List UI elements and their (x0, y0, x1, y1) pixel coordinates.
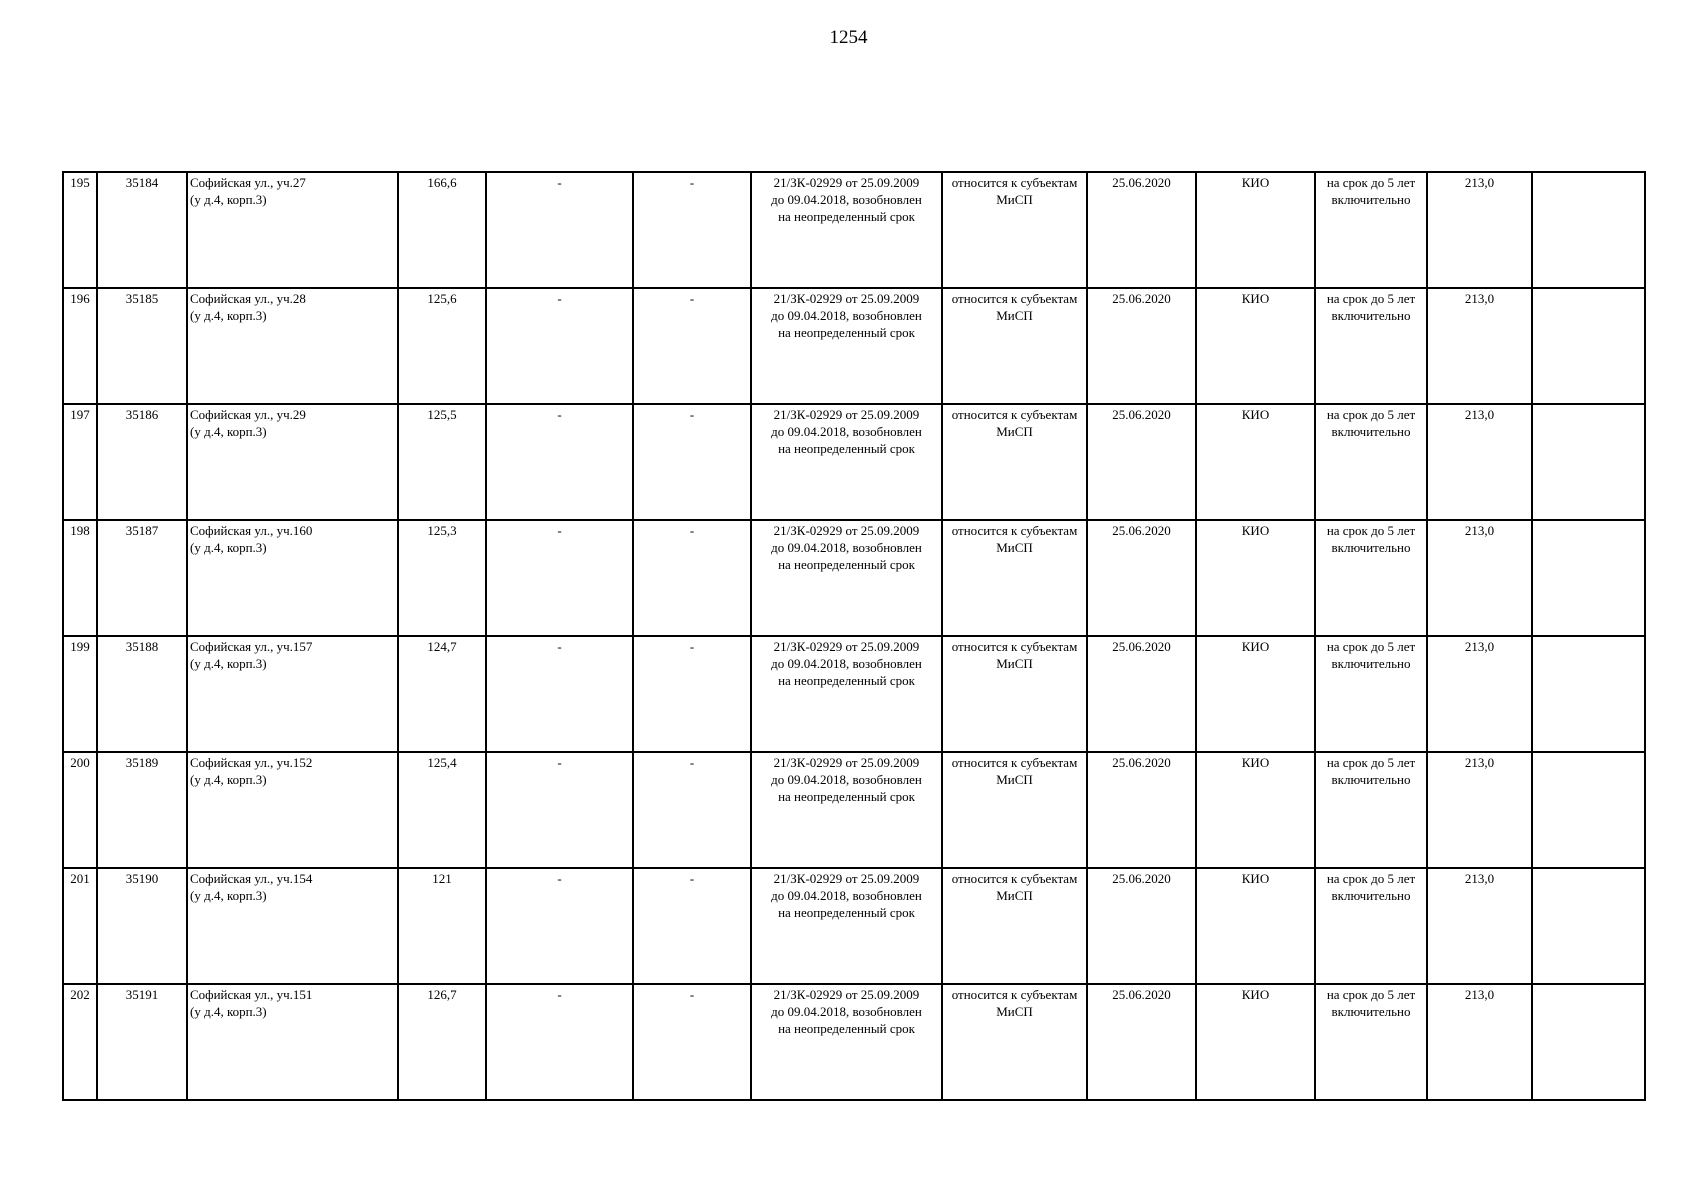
term-line: на срок до 5 лет (1326, 755, 1416, 770)
authority-cell (1196, 404, 1315, 520)
registry-number-cell (97, 288, 187, 404)
dash-cell (486, 636, 633, 752)
registry-number-cell (97, 520, 187, 636)
contract-cell (751, 288, 942, 404)
row-number: 198 (70, 523, 90, 538)
dash-value: - (557, 523, 562, 538)
table-row (63, 984, 1645, 1100)
rate-cell (1427, 752, 1532, 868)
area-cell (398, 288, 486, 404)
note-cell (1532, 868, 1645, 984)
registry-number-cell (97, 868, 187, 984)
contract-line: до 09.04.2018, возобновлен (771, 888, 922, 903)
date-cell (1087, 984, 1196, 1100)
area-value: 125,4 (427, 755, 457, 770)
rate-value: 213,0 (1464, 639, 1495, 654)
term-line: включительно (1331, 656, 1411, 671)
authority-value: КИО (1241, 871, 1270, 886)
address-detail: (у д.4, корп.3) (190, 772, 267, 787)
address-line: Софийская ул., уч.157 (190, 639, 313, 654)
note-cell (1532, 404, 1645, 520)
note-cell (1532, 172, 1645, 288)
table-row (63, 636, 1645, 752)
term-line: включительно (1331, 192, 1411, 207)
table-row (63, 752, 1645, 868)
dash-value: - (689, 987, 695, 1002)
row-number-cell (63, 636, 97, 752)
area-value: 125,6 (427, 291, 457, 306)
date-cell (1087, 636, 1196, 752)
registry-number: 35190 (125, 871, 159, 886)
date-value: 25.06.2020 (1112, 175, 1171, 190)
dash-value: - (689, 755, 695, 770)
dash-value: - (689, 291, 695, 306)
contract-cell (751, 984, 942, 1100)
dash-value: - (557, 175, 562, 190)
category-line: МиСП (996, 424, 1033, 439)
row-number: 197 (70, 407, 90, 422)
registry-number: 35189 (125, 755, 159, 770)
authority-value: КИО (1241, 407, 1270, 422)
contract-line: 21/ЗК-02929 от 25.09.2009 (773, 755, 920, 770)
registry-number: 35184 (125, 175, 159, 190)
row-number-cell (63, 404, 97, 520)
dash-value: - (689, 175, 695, 190)
registry-number-cell (97, 752, 187, 868)
contract-line: 21/ЗК-02929 от 25.09.2009 (773, 871, 920, 886)
term-line: на срок до 5 лет (1326, 871, 1416, 886)
address-line: Софийская ул., уч.154 (190, 871, 313, 886)
dash-cell (486, 984, 633, 1100)
contract-line: до 09.04.2018, возобновлен (771, 424, 922, 439)
address-detail: (у д.4, корп.3) (190, 192, 267, 207)
row-number: 195 (70, 175, 90, 190)
rate-cell (1427, 868, 1532, 984)
rate-value: 213,0 (1464, 871, 1495, 886)
contract-cell (751, 172, 942, 288)
date-cell (1087, 520, 1196, 636)
category-cell (942, 984, 1087, 1100)
contract-cell (751, 520, 942, 636)
term-cell (1315, 172, 1427, 288)
category-line: относится к субъектам (951, 871, 1078, 886)
table-row (63, 288, 1645, 404)
contract-line: 21/ЗК-02929 от 25.09.2009 (773, 639, 920, 654)
rate-value: 213,0 (1464, 291, 1495, 306)
rate-value: 213,0 (1464, 523, 1495, 538)
area-cell (398, 172, 486, 288)
term-line: на срок до 5 лет (1326, 523, 1416, 538)
row-number-cell (63, 984, 97, 1100)
contract-line: до 09.04.2018, возобновлен (771, 656, 922, 671)
rate-value: 213,0 (1464, 987, 1495, 1002)
dash-cell (486, 288, 633, 404)
row-number: 202 (70, 987, 90, 1002)
term-line: включительно (1331, 772, 1411, 787)
address-line: Софийская ул., уч.152 (190, 755, 313, 770)
category-line: МиСП (996, 772, 1033, 787)
registry-number: 35186 (125, 407, 159, 422)
page-number: 1254 (829, 27, 868, 48)
address-cell (187, 404, 398, 520)
dash-cell (633, 868, 751, 984)
authority-value: КИО (1241, 755, 1270, 770)
authority-cell (1196, 752, 1315, 868)
category-line: МиСП (996, 540, 1033, 555)
authority-cell (1196, 984, 1315, 1100)
authority-value: КИО (1241, 987, 1270, 1002)
address-cell (187, 520, 398, 636)
category-line: относится к субъектам (951, 291, 1078, 306)
contract-line: 21/ЗК-02929 от 25.09.2009 (773, 407, 920, 422)
dash-cell (633, 404, 751, 520)
dash-cell (633, 636, 751, 752)
term-line: включительно (1331, 308, 1411, 323)
table-row (63, 868, 1645, 984)
dash-value: - (557, 291, 562, 306)
term-line: включительно (1331, 540, 1411, 555)
contract-cell (751, 752, 942, 868)
address-line: Софийская ул., уч.29 (190, 407, 306, 422)
term-cell (1315, 752, 1427, 868)
date-cell (1087, 288, 1196, 404)
registry-number: 35187 (125, 523, 159, 538)
row-number-cell (63, 288, 97, 404)
date-cell (1087, 752, 1196, 868)
contract-line: до 09.04.2018, возобновлен (771, 1004, 922, 1019)
area-value: 125,3 (427, 523, 457, 538)
authority-value: КИО (1241, 639, 1270, 654)
term-line: на срок до 5 лет (1326, 175, 1416, 190)
dash-value: - (557, 987, 562, 1002)
category-line: относится к субъектам (951, 987, 1078, 1002)
contract-line: на неопределенный срок (778, 1021, 915, 1036)
area-cell (398, 520, 486, 636)
area-value: 121 (432, 871, 452, 886)
rate-cell (1427, 288, 1532, 404)
address-detail: (у д.4, корп.3) (190, 888, 267, 903)
address-detail: (у д.4, корп.3) (190, 308, 267, 323)
contract-line: до 09.04.2018, возобновлен (771, 308, 922, 323)
term-line: на срок до 5 лет (1326, 407, 1416, 422)
category-cell (942, 636, 1087, 752)
authority-value: КИО (1241, 291, 1270, 306)
date-value: 25.06.2020 (1112, 523, 1171, 538)
table-row (63, 404, 1645, 520)
term-cell (1315, 636, 1427, 752)
dash-cell (486, 520, 633, 636)
note-cell (1532, 984, 1645, 1100)
date-value: 25.06.2020 (1112, 291, 1171, 306)
term-line: на срок до 5 лет (1326, 639, 1416, 654)
category-line: относится к субъектам (951, 639, 1078, 654)
contract-line: на неопределенный срок (778, 209, 915, 224)
dash-value: - (557, 871, 562, 886)
dash-cell (633, 288, 751, 404)
address-detail: (у д.4, корп.3) (190, 540, 267, 555)
rate-cell (1427, 404, 1532, 520)
address-cell (187, 636, 398, 752)
authority-value: КИО (1241, 175, 1270, 190)
row-number-cell (63, 868, 97, 984)
authority-cell (1196, 520, 1315, 636)
contract-line: на неопределенный срок (778, 441, 915, 456)
category-line: МиСП (996, 192, 1033, 207)
rate-cell (1427, 636, 1532, 752)
date-cell (1087, 172, 1196, 288)
term-cell (1315, 404, 1427, 520)
category-line: МиСП (996, 1004, 1033, 1019)
registry-number: 35191 (125, 987, 159, 1002)
note-cell (1532, 288, 1645, 404)
rate-cell (1427, 520, 1532, 636)
address-line: Софийская ул., уч.160 (190, 523, 313, 538)
date-value: 25.06.2020 (1112, 407, 1171, 422)
category-cell (942, 172, 1087, 288)
date-cell (1087, 404, 1196, 520)
address-detail: (у д.4, корп.3) (190, 424, 267, 439)
category-cell (942, 752, 1087, 868)
date-value: 25.06.2020 (1112, 871, 1171, 886)
rate-value: 213,0 (1464, 175, 1495, 190)
contract-line: на неопределенный срок (778, 905, 915, 920)
address-cell (187, 868, 398, 984)
date-cell (1087, 868, 1196, 984)
area-value: 125,5 (427, 407, 457, 422)
category-cell (942, 520, 1087, 636)
authority-cell (1196, 868, 1315, 984)
registry-number-cell (97, 984, 187, 1100)
category-line: относится к субъектам (951, 175, 1078, 190)
note-cell (1532, 636, 1645, 752)
term-line: включительно (1331, 424, 1411, 439)
registry-number-cell (97, 636, 187, 752)
term-cell (1315, 868, 1427, 984)
registry-number-cell (97, 172, 187, 288)
row-number-cell (63, 172, 97, 288)
area-cell (398, 636, 486, 752)
dash-value: - (689, 639, 695, 654)
row-number-cell (63, 752, 97, 868)
dash-cell (633, 520, 751, 636)
term-line: на срок до 5 лет (1326, 987, 1416, 1002)
registry-body (63, 172, 1645, 1100)
area-cell (398, 984, 486, 1100)
address-cell (187, 288, 398, 404)
area-value: 124,7 (427, 639, 457, 654)
date-value: 25.06.2020 (1112, 987, 1171, 1002)
contract-cell (751, 636, 942, 752)
category-cell (942, 868, 1087, 984)
contract-line: до 09.04.2018, возобновлен (771, 772, 922, 787)
category-line: относится к субъектам (951, 407, 1078, 422)
contract-line: 21/ЗК-02929 от 25.09.2009 (773, 987, 920, 1002)
row-number: 201 (70, 871, 90, 886)
category-line: МиСП (996, 888, 1033, 903)
row-number: 196 (70, 291, 90, 306)
category-line: относится к субъектам (951, 755, 1078, 770)
area-value: 166,6 (427, 175, 457, 190)
registry-table (62, 171, 1646, 1101)
registry-number-cell (97, 404, 187, 520)
address-detail: (у д.4, корп.3) (190, 1004, 267, 1019)
contract-line: 21/ЗК-02929 от 25.09.2009 (773, 523, 920, 538)
area-cell (398, 868, 486, 984)
contract-cell (751, 868, 942, 984)
authority-value: КИО (1241, 523, 1270, 538)
note-cell (1532, 752, 1645, 868)
address-line: Софийская ул., уч.27 (190, 175, 306, 190)
row-number: 199 (70, 639, 90, 654)
term-cell (1315, 288, 1427, 404)
contract-line: на неопределенный срок (778, 325, 915, 340)
term-cell (1315, 984, 1427, 1100)
dash-value: - (557, 755, 562, 770)
rate-value: 213,0 (1464, 755, 1495, 770)
address-line: Софийская ул., уч.151 (190, 987, 313, 1002)
contract-line: 21/ЗК-02929 от 25.09.2009 (773, 175, 920, 190)
registry-number: 35188 (125, 639, 159, 654)
dash-value: - (689, 871, 695, 886)
term-line: включительно (1331, 888, 1411, 903)
table-row (63, 520, 1645, 636)
category-line: относится к субъектам (951, 523, 1078, 538)
rate-cell (1427, 984, 1532, 1100)
registry-number: 35185 (125, 291, 159, 306)
contract-line: до 09.04.2018, возобновлен (771, 540, 922, 555)
category-cell (942, 404, 1087, 520)
date-value: 25.06.2020 (1112, 639, 1171, 654)
category-cell (942, 288, 1087, 404)
category-line: МиСП (996, 308, 1033, 323)
category-line: МиСП (996, 656, 1033, 671)
address-cell (187, 984, 398, 1100)
row-number: 200 (70, 755, 90, 770)
dash-value: - (689, 523, 695, 538)
rate-cell (1427, 172, 1532, 288)
dash-cell (486, 752, 633, 868)
contract-cell (751, 404, 942, 520)
authority-cell (1196, 636, 1315, 752)
authority-cell (1196, 172, 1315, 288)
address-line: Софийская ул., уч.28 (190, 291, 306, 306)
dash-cell (486, 172, 633, 288)
term-line: включительно (1331, 1004, 1411, 1019)
term-cell (1315, 520, 1427, 636)
table-row (63, 172, 1645, 288)
contract-line: на неопределенный срок (778, 557, 915, 572)
contract-line: до 09.04.2018, возобновлен (771, 192, 922, 207)
area-value: 126,7 (427, 987, 457, 1002)
area-cell (398, 752, 486, 868)
contract-line: 21/ЗК-02929 от 25.09.2009 (773, 291, 920, 306)
address-detail: (у д.4, корп.3) (190, 656, 267, 671)
authority-cell (1196, 288, 1315, 404)
dash-value: - (557, 407, 562, 422)
row-number-cell (63, 520, 97, 636)
area-cell (398, 404, 486, 520)
dash-cell (486, 868, 633, 984)
dash-cell (633, 752, 751, 868)
dash-value: - (557, 639, 562, 654)
contract-line: на неопределенный срок (778, 789, 915, 804)
contract-line: на неопределенный срок (778, 673, 915, 688)
date-value: 25.06.2020 (1112, 755, 1171, 770)
dash-cell (633, 984, 751, 1100)
address-cell (187, 172, 398, 288)
dash-value: - (689, 407, 695, 422)
dash-cell (486, 404, 633, 520)
dash-cell (633, 172, 751, 288)
term-line: на срок до 5 лет (1326, 291, 1416, 306)
rate-value: 213,0 (1464, 407, 1495, 422)
note-cell (1532, 520, 1645, 636)
address-cell (187, 752, 398, 868)
